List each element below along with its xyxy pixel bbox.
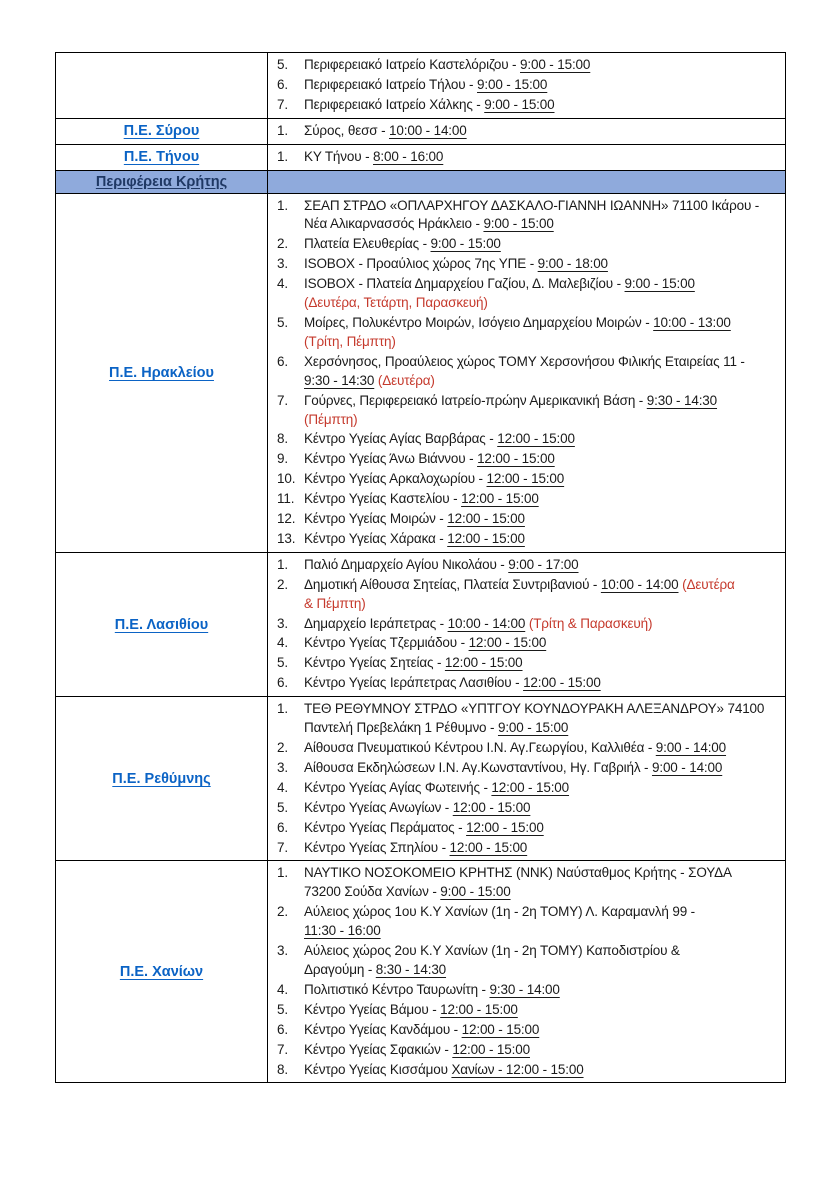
item-text	[304, 739, 779, 758]
hours-text: 12:00 - 15:00	[466, 819, 544, 835]
hours-text: 12:00 - 15:00	[523, 675, 601, 691]
days-note: (Δευτέρα)	[377, 372, 435, 388]
item-number: 4.	[277, 981, 288, 997]
item-text	[304, 255, 779, 274]
region-row	[56, 53, 786, 119]
region-link[interactable]: Π.Ε. Σύρου	[123, 123, 200, 140]
location-text: ΤΕΘ ΡΕΘΥΜΝΟΥ ΣΤΡΔΟ «ΥΠΤΓΟΥ ΚΟΥΝΔΟΥΡΑΚΗ ΑΛΕΞΑΝΔΡΟΥ» 74100	[304, 701, 765, 717]
hours-text: 9:00 - 15:00	[430, 236, 501, 252]
location-text: 73200 Σούδα Χανίων -	[304, 884, 441, 900]
list-item	[277, 235, 779, 254]
locations-cell	[268, 193, 786, 552]
location-text: Περιφερειακό Ιατρείο Τήλου -	[304, 76, 478, 92]
list-item	[277, 392, 779, 430]
hours-text: 9:00 - 15:00	[477, 76, 548, 92]
location-text: Αίθουσα Πνευματικού Κέντρου Ι.Ν. Αγ.Γεωργίου, Καλλιθέα -	[304, 740, 656, 755]
list-item	[277, 255, 779, 274]
item-text	[304, 1041, 779, 1060]
item-number: 4.	[277, 635, 288, 651]
locations-cell	[268, 144, 786, 170]
location-text: Παντελή Πρεβελάκη 1 Ρέθυμνο -	[304, 720, 498, 736]
item-text	[304, 122, 779, 141]
list-item	[277, 96, 779, 115]
list-item	[277, 1021, 779, 1040]
days-note: (Πέμπτη)	[304, 411, 358, 427]
hours-text: 12:00 - 15:00	[461, 1021, 540, 1037]
region-link[interactable]: Π.Ε. Χανίων	[119, 963, 204, 980]
hours-text: Χανίων - 12:00 - 15:00	[451, 1061, 584, 1077]
hours-text: 12:00 - 15:00	[449, 839, 528, 855]
item-number: 6.	[277, 1021, 288, 1037]
region-row	[56, 861, 786, 1083]
item-number: 8.	[277, 431, 288, 447]
region-row	[56, 697, 786, 861]
region-name-cell	[56, 861, 268, 1083]
region-name-cell	[56, 144, 268, 170]
list-item	[277, 122, 779, 141]
location-text: Παλιό Δημαρχείο Αγίου Νικολάου -	[304, 556, 509, 572]
location-text: ΝΑΥΤΙΚΟ ΝΟΣΟΚΟΜΕΙΟ ΚΡΗΤΗΣ (ΝΝΚ) Ναύσταθμος Κρήτης - ΣΟΥΔΑ	[304, 865, 732, 881]
item-text	[304, 235, 779, 254]
list-item	[277, 450, 779, 469]
hours-text: 9:00 - 17:00	[508, 556, 579, 572]
region-group-header-row	[56, 170, 786, 193]
region-row	[56, 144, 786, 170]
locations-cell	[268, 861, 786, 1083]
item-number: 3.	[277, 615, 288, 631]
item-text	[304, 654, 779, 673]
hours-text: 11:30 - 16:00	[304, 923, 381, 939]
location-text: Κέντρο Υγείας Ανωγίων -	[304, 799, 453, 815]
item-text	[304, 799, 779, 818]
item-number: 2.	[277, 904, 288, 920]
locations-cell	[268, 53, 786, 119]
item-number: 2.	[277, 576, 288, 592]
region-group-header-empty-cell	[268, 170, 786, 193]
item-text	[304, 981, 779, 1000]
region-link[interactable]: Π.Ε. Λασιθίου	[114, 616, 209, 633]
hours-text: 9:30 - 14:30	[646, 392, 718, 408]
item-number: 3.	[277, 759, 288, 775]
item-text	[304, 674, 779, 693]
item-number: 5.	[277, 314, 288, 330]
list-item	[277, 654, 779, 673]
item-number: 1.	[277, 122, 288, 138]
region-name-cell	[56, 53, 268, 119]
item-text	[304, 1021, 779, 1040]
hours-text: 9:00 - 15:00	[497, 720, 569, 736]
location-text: Κέντρο Υγείας Σφακιών -	[304, 1041, 453, 1057]
location-text: Κέντρο Υγείας Σητείας -	[304, 655, 445, 671]
location-text: Αύλειος χώρος 1ου Κ.Υ Χανίων (1η - 2η ΤΟΜΥ) Λ. Καραμανλή 99 -	[304, 904, 696, 920]
item-number: 10.	[277, 471, 296, 487]
location-text: ISOBOX - Προαύλιος χώρος 7ης ΥΠΕ -	[304, 256, 538, 272]
item-text	[304, 56, 779, 75]
item-text	[304, 576, 779, 614]
item-text	[304, 148, 779, 167]
region-name-cell	[56, 552, 268, 696]
hours-text: 9:00 - 18:00	[537, 256, 608, 272]
item-number: 9.	[277, 451, 288, 467]
item-text	[304, 275, 779, 313]
item-text	[304, 76, 779, 95]
hours-text: 9:00 - 15:00	[624, 276, 695, 292]
location-text: Κέντρο Υγείας Κανδάμου -	[304, 1021, 462, 1037]
list-item	[277, 615, 779, 634]
list-item	[277, 148, 779, 167]
list-item	[277, 674, 779, 693]
item-text	[304, 470, 779, 489]
list-item	[277, 903, 779, 941]
hours-text: 12:00 - 15:00	[477, 451, 555, 467]
region-row	[56, 118, 786, 144]
list-item	[277, 353, 779, 391]
list-item	[277, 739, 779, 758]
item-text	[304, 839, 779, 858]
list-item	[277, 314, 779, 352]
item-number: 7.	[277, 839, 288, 855]
item-text	[304, 779, 779, 798]
list-item	[277, 819, 779, 838]
item-text	[304, 96, 779, 115]
hours-text: 12:00 - 15:00	[468, 635, 547, 651]
item-number: 6.	[277, 76, 288, 92]
item-text	[304, 510, 779, 529]
location-text: Πολιτιστικό Κέντρο Ταυρωνίτη -	[304, 981, 490, 997]
region-name-cell	[56, 697, 268, 861]
item-number: 13.	[277, 530, 296, 546]
item-text	[304, 615, 779, 634]
list-item	[277, 1041, 779, 1060]
item-number: 1.	[277, 701, 288, 717]
list-item	[277, 76, 779, 95]
location-text: Κέντρο Υγείας Άνω Βιάννου -	[304, 451, 478, 467]
item-number: 1.	[277, 556, 288, 572]
location-text: Κέντρο Υγείας Κισσάμου	[304, 1061, 452, 1077]
location-text: Μοίρες, Πολυκέντρο Μοιρών, Ισόγειο Δημαρχείου Μοιρών -	[304, 314, 654, 330]
item-number: 6.	[277, 675, 288, 691]
hours-text: 9:30 - 14:30	[304, 372, 375, 388]
location-text: Περιφερειακό Ιατρείο Καστελόριζου -	[304, 57, 521, 72]
hours-text: 10:00 - 14:00	[447, 615, 526, 631]
location-text: Κέντρο Υγείας Αγίας Φωτεινής -	[304, 779, 492, 795]
location-text: Κέντρο Υγείας Περάματος -	[304, 819, 467, 835]
item-text	[304, 864, 779, 902]
location-text: Πλατεία Ελευθερίας -	[304, 236, 431, 252]
list-item	[277, 490, 779, 509]
days-note: (Τρίτη & Παρασκευή)	[528, 615, 653, 631]
location-text: ISOBOX - Πλατεία Δημαρχείου Γαζίου, Δ. Μαλεβιζίου -	[304, 276, 625, 292]
region-link[interactable]: Π.Ε. Ρεθύμνης	[112, 770, 211, 787]
item-number: 5.	[277, 57, 288, 72]
item-text	[304, 197, 779, 235]
item-text	[304, 314, 779, 352]
item-text	[304, 1001, 779, 1020]
hours-text: 12:00 - 15:00	[452, 1041, 530, 1057]
location-text: ΚΥ Τήνου -	[304, 148, 374, 164]
region-row	[56, 552, 786, 696]
region-name-cell	[56, 193, 268, 552]
list-item	[277, 470, 779, 489]
item-text	[304, 392, 779, 430]
item-text	[304, 450, 779, 469]
hours-text: 12:00 - 15:00	[447, 530, 525, 546]
item-number: 2.	[277, 236, 288, 252]
region-group-header-cell	[56, 170, 268, 193]
location-text: Δραγούμη -	[304, 961, 376, 977]
location-text: ΣΕΑΠ ΣΤΡΔΟ «ΟΠΛΑΡΧΗΓΟΥ ΔΑΣΚΑΛΟ-ΓΙΑΝΝΗ ΙΩΑΝΝΗ» 71100 Ικάρου -	[304, 197, 760, 213]
hours-text: 12:00 - 15:00	[444, 655, 523, 671]
hours-text: 8:30 - 14:30	[375, 961, 447, 977]
location-text: Δημοτική Αίθουσα Σητείας, Πλατεία Συντριβανιού -	[304, 576, 601, 592]
list-item	[277, 275, 779, 313]
locations-cell	[268, 552, 786, 696]
list-item	[277, 530, 779, 549]
item-number: 1.	[277, 865, 288, 881]
item-number: 1.	[277, 148, 288, 164]
hours-text: 9:00 - 15:00	[483, 216, 554, 232]
hours-text: 10:00 - 13:00	[653, 314, 731, 330]
item-number: 5.	[277, 799, 288, 815]
table-body	[56, 53, 786, 1083]
days-note: & Πέμπτη)	[304, 595, 366, 611]
list-item	[277, 839, 779, 858]
item-text	[304, 430, 779, 449]
location-text: Αύλειος χώρος 2ου Κ.Υ Χανίων (1η - 2η ΤΟΜΥ) Καποδιστρίου &	[304, 943, 680, 959]
list-item	[277, 634, 779, 653]
item-text	[304, 634, 779, 653]
item-number: 6.	[277, 353, 288, 369]
location-text: Αίθουσα Εκδηλώσεων Ι.Ν. Αγ.Κωνσταντίνου, Ηγ. Γαβριήλ -	[304, 759, 652, 775]
locations-cell	[268, 118, 786, 144]
item-number: 4.	[277, 276, 288, 292]
region-row	[56, 193, 786, 552]
list-item	[277, 1001, 779, 1020]
hours-text: 12:00 - 15:00	[497, 431, 575, 447]
days-note: (Τρίτη, Πέμπτη)	[304, 333, 396, 349]
list-item	[277, 576, 779, 614]
hours-text: 8:00 - 16:00	[373, 148, 444, 164]
location-text: Κέντρο Υγείας Μοιρών -	[304, 511, 448, 527]
region-group-title: Περιφέρεια Κρήτης	[95, 173, 228, 190]
item-text	[304, 353, 779, 391]
hours-text: 12:00 - 15:00	[447, 511, 525, 527]
item-text	[304, 819, 779, 838]
list-item	[277, 1061, 779, 1080]
item-number: 4.	[277, 779, 288, 795]
location-text: Κέντρο Υγείας Καστελίου -	[304, 491, 462, 507]
item-text	[304, 490, 779, 509]
location-text: Κέντρο Υγείας Χάρακα -	[304, 530, 448, 546]
location-text: Κέντρο Υγείας Σπηλίου -	[304, 839, 450, 855]
item-number: 3.	[277, 256, 288, 272]
region-name-cell	[56, 118, 268, 144]
hours-text: 9:00 - 15:00	[484, 96, 555, 112]
location-text: Κέντρο Υγείας Βάμου -	[304, 1001, 441, 1017]
location-text: Κέντρο Υγείας Αρκαλοχωρίου -	[304, 471, 487, 487]
location-text: Κέντρο Υγείας Τζερμιάδου -	[304, 635, 469, 651]
item-number: 1.	[277, 197, 288, 213]
item-number: 12.	[277, 511, 296, 527]
location-text: Περιφερειακό Ιατρείο Χάλκης -	[304, 96, 485, 112]
hours-text: 12:00 - 15:00	[461, 491, 539, 507]
hours-text: 10:00 - 14:00	[389, 122, 467, 138]
hours-text: 9:00 - 14:00	[655, 740, 727, 755]
location-text: Κέντρο Υγείας Ιεράπετρας Λασιθίου -	[304, 675, 524, 691]
hours-text: 12:00 - 15:00	[440, 1001, 518, 1017]
hours-text: 12:00 - 15:00	[486, 471, 565, 487]
item-text	[304, 942, 779, 980]
item-number: 7.	[277, 96, 288, 112]
item-number: 8.	[277, 1061, 288, 1077]
list-item	[277, 510, 779, 529]
location-text: Νέα Αλικαρνασσός Ηράκλειο -	[304, 216, 484, 232]
schedule-table	[55, 52, 786, 1083]
location-text: Χερσόνησος, Προαύλειος χώρος ΤΟΜΥ Χερσονήσου Φιλικής Εταιρείας 11 -	[304, 353, 745, 369]
list-item	[277, 556, 779, 575]
days-note: (Δευτέρα	[682, 576, 735, 592]
hours-text: 9:00 - 14:00	[651, 759, 723, 775]
item-number: 5.	[277, 1001, 288, 1017]
item-text	[304, 903, 779, 941]
item-number: 2.	[277, 740, 288, 755]
location-text: Κέντρο Υγείας Αγίας Βαρβάρας -	[304, 431, 498, 447]
item-text	[304, 556, 779, 575]
list-item	[277, 981, 779, 1000]
list-item	[277, 430, 779, 449]
region-link[interactable]: Π.Ε. Τήνου	[123, 149, 200, 166]
location-text: Δημαρχείο Ιεράπετρας -	[304, 615, 448, 631]
location-text: Σύρος, θεσσ -	[304, 122, 390, 138]
list-item	[277, 799, 779, 818]
list-item	[277, 759, 779, 778]
list-item	[277, 197, 779, 235]
list-item	[277, 942, 779, 980]
days-note: (Δευτέρα, Τετάρτη, Παρασκευή)	[304, 295, 488, 311]
item-number: 11.	[277, 491, 295, 507]
hours-text: 12:00 - 15:00	[452, 799, 531, 815]
locations-cell	[268, 697, 786, 861]
region-link[interactable]: Π.Ε. Ηρακλείου	[109, 364, 214, 381]
hours-text: 9:00 - 15:00	[520, 57, 591, 72]
item-text	[304, 759, 779, 778]
list-item	[277, 700, 779, 738]
hours-text: 9:30 - 14:00	[489, 981, 560, 997]
item-text	[304, 1061, 779, 1080]
item-text	[304, 700, 779, 738]
list-item	[277, 779, 779, 798]
location-text: Γούρνες, Περιφερειακό Ιατρείο-πρώην Αμερικανική Βάση -	[304, 392, 647, 408]
hours-text: 12:00 - 15:00	[491, 779, 570, 795]
item-number: 3.	[277, 943, 288, 959]
item-number: 7.	[277, 392, 288, 408]
item-number: 7.	[277, 1041, 288, 1057]
list-item	[277, 56, 779, 75]
item-text	[304, 530, 779, 549]
hours-text: 9:00 - 15:00	[440, 884, 511, 900]
item-number: 5.	[277, 655, 288, 671]
list-item	[277, 864, 779, 902]
hours-text: 10:00 - 14:00	[600, 576, 679, 592]
item-number: 6.	[277, 819, 288, 835]
